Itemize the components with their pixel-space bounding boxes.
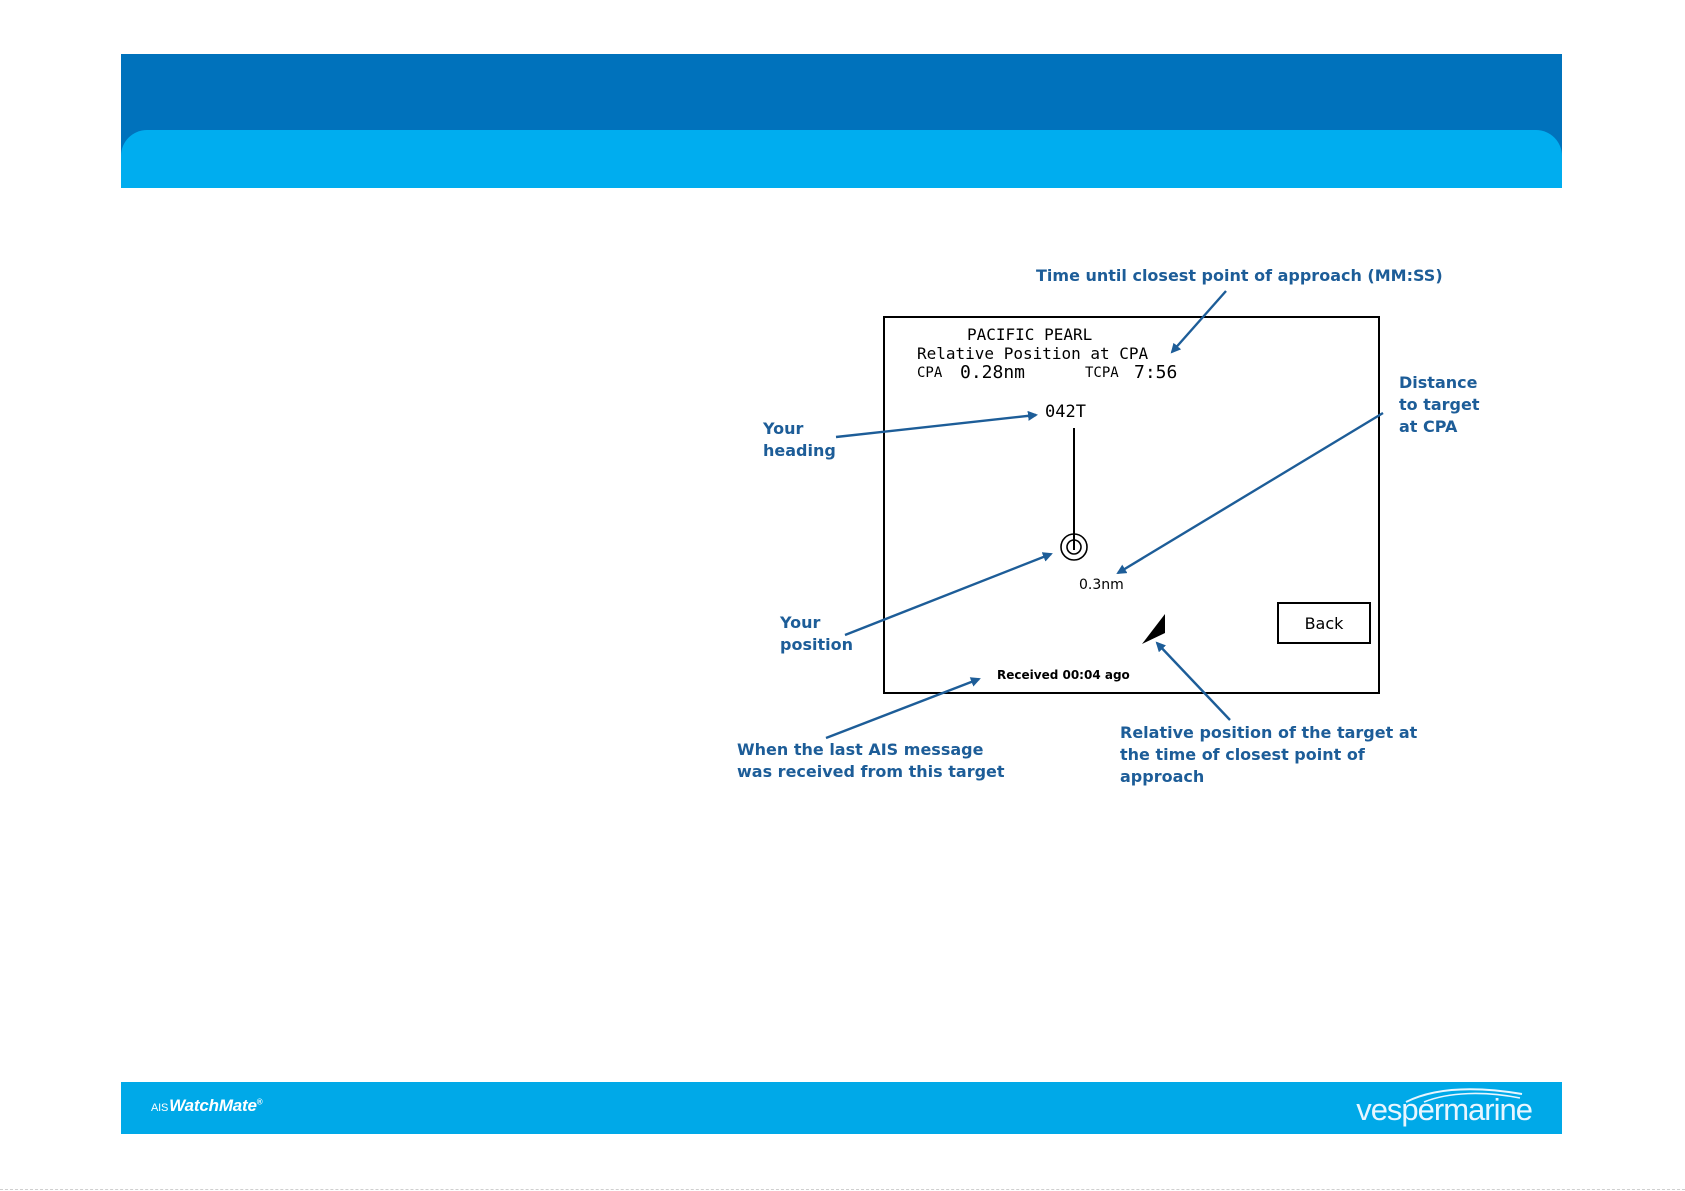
tcpa-value: 7:56 [1134,362,1178,383]
annotation-position-line1: Your [780,613,821,632]
position-arrow [845,554,1051,635]
back-button[interactable]: Back [1277,602,1371,644]
annotation-distance-line3: at CPA [1399,417,1458,436]
annotation-relpos-line3: approach [1120,767,1205,786]
distance-label: 0.3nm [1079,577,1124,593]
logo-name: WatchMate [169,1096,257,1115]
annotation-distance-line1: Distance [1399,373,1478,392]
annotation-position [780,612,853,656]
received-arrow [826,679,979,738]
tcpa-arrow [1172,291,1226,352]
screen-subtitle: Relative Position at CPA [917,344,1149,363]
relpos-arrow [1157,643,1230,720]
annotation-received-line1: When the last AIS message [737,740,984,759]
annotation-tcpa: Time until closest point of approach (MM:SS) [1036,266,1443,285]
distance-arrow [1118,413,1383,573]
logo-mark: ® [256,1097,263,1107]
annotation-distance-line2: to target [1399,395,1480,414]
vesper-marine-logo: vespermarine [1356,1092,1532,1127]
vessel-name: PACIFIC PEARL [967,325,1093,344]
annotation-relpos-line2: the time of closest point of [1120,745,1365,764]
received-status: Received 00:04 ago [997,668,1130,682]
tcpa-label: TCPA [1085,365,1119,381]
logo-prefix: AIS [151,1102,169,1114]
heading-arrow [836,415,1036,437]
ais-watchmate-logo [151,1096,262,1116]
cpa-label: CPA [917,365,943,381]
annotation-received-line2: was received from this target [737,762,1005,781]
cpa-value: 0.28nm [960,362,1026,383]
annotation-relpos-line1: Relative position of the target at [1120,723,1418,742]
annotation-heading-line1: Your [763,419,804,438]
heading-readout: 042T [1045,402,1086,422]
annotation-heading-line2: heading [763,441,836,460]
annotation-received [737,739,1005,783]
footer-banner [121,1082,1562,1134]
annotation-distance [1399,372,1480,438]
annotation-heading [763,418,836,462]
annotation-position-line2: position [780,635,853,654]
annotation-relative-position [1120,722,1417,788]
